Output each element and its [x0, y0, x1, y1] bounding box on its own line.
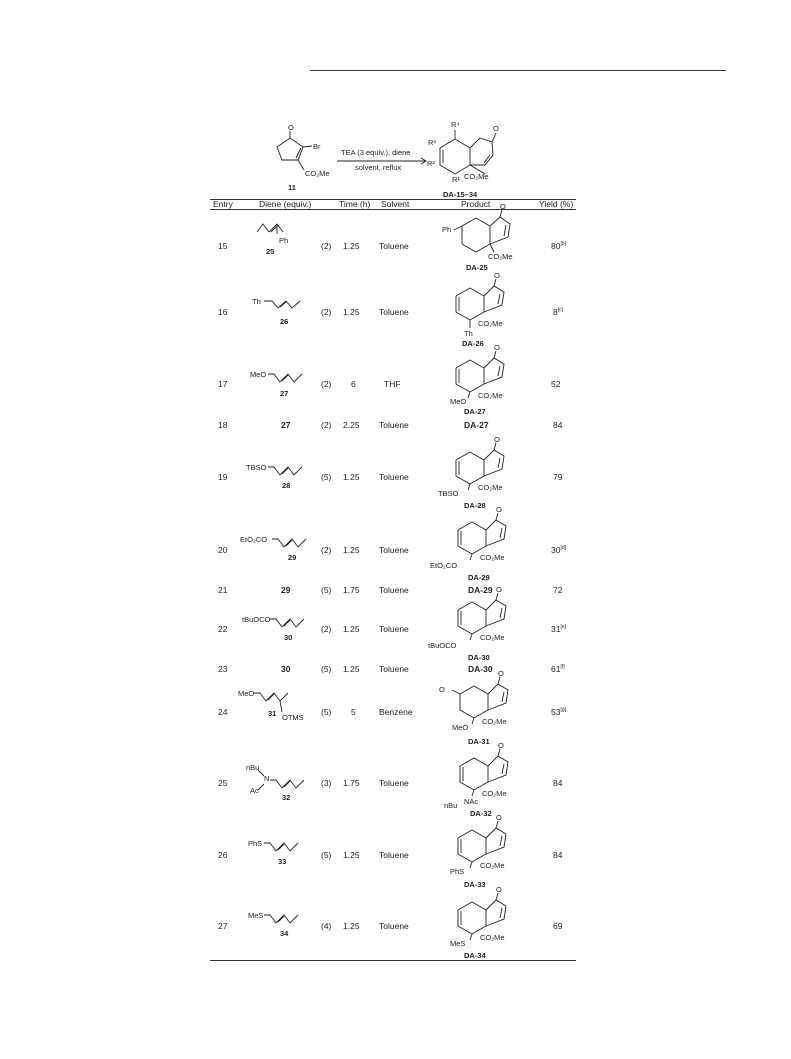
diene-structure [244, 460, 314, 500]
solvent-cell: Toluene [379, 921, 409, 931]
diene-label: 33 [278, 857, 287, 866]
reactant-br: Br [313, 142, 321, 151]
product-label: DA-28 [464, 501, 486, 510]
diene-structure [240, 612, 320, 652]
product-substituent: MeS [450, 939, 466, 948]
product-substituent-2: NAc [464, 797, 479, 806]
entry-cell: 15 [218, 241, 228, 251]
header-solvent: Solvent [381, 199, 410, 209]
time-cell: 1.25 [343, 545, 360, 555]
entry-cell: 20 [218, 545, 228, 555]
diene-structure [248, 366, 318, 406]
solvent-cell: Toluene [379, 545, 409, 555]
equiv-cell: (3) [321, 778, 332, 788]
equiv-cell: (5) [321, 850, 332, 860]
product-oxo: O [494, 271, 500, 280]
product-ester: CO₂Me [478, 391, 503, 400]
diene-nitrogen: N [264, 774, 270, 783]
product-label: DA-34 [464, 951, 486, 960]
product-ester: CO₂Me [488, 252, 513, 261]
product-oxo: O [493, 124, 499, 133]
entry-cell: 22 [218, 624, 228, 634]
yield-cell: 31[e] [551, 624, 567, 634]
product-r3: R³ [428, 138, 436, 147]
product-label: DA-27 [464, 407, 486, 416]
product-label: DA-32 [470, 809, 492, 818]
yield-cell: 84 [553, 420, 563, 430]
product-label: DA-27 [464, 420, 489, 430]
equiv-cell: (2) [321, 624, 332, 634]
time-cell: 1.25 [343, 921, 360, 931]
diene-label: 29 [281, 585, 291, 595]
diene-substituent: Th [252, 297, 261, 306]
product-oxo: O [494, 435, 500, 444]
diene-label: 31 [268, 709, 277, 718]
diene-substituent-2: Ac [250, 786, 259, 795]
equiv-cell: (2) [321, 379, 332, 389]
diene-substituent: tBuOCO [242, 615, 271, 624]
diene-structure [246, 836, 316, 876]
conditions-line2: solvent, reflux [355, 163, 402, 172]
product-ester: CO₂Me [478, 483, 503, 492]
product-oxo: O [496, 585, 502, 594]
product-ester: CO₂Me [480, 933, 505, 942]
diene-label: 30 [284, 633, 293, 642]
equiv-cell: (2) [321, 241, 332, 251]
product-label: DA-33 [464, 880, 486, 889]
product-label: DA-29 [468, 585, 493, 595]
product-oxo: O [496, 813, 502, 822]
entry-cell: 23 [218, 664, 228, 674]
entry-cell: 16 [218, 307, 228, 317]
entry-cell: 27 [218, 921, 228, 931]
header-product: Product [461, 199, 491, 209]
yield-cell: 72 [553, 585, 563, 595]
equiv-cell: (5) [321, 664, 332, 674]
product-structure [444, 271, 534, 348]
diene-structure [246, 908, 316, 948]
time-cell: 1.25 [343, 850, 360, 860]
diene-structure [238, 532, 318, 572]
diene-substituent-2: OTMS [282, 713, 304, 722]
product-substituent: PhS [450, 867, 465, 876]
equiv-cell: (4) [321, 921, 332, 931]
header-entry: Entry [213, 199, 233, 209]
time-cell: 1.25 [343, 664, 360, 674]
product-label: DA-30 [468, 653, 490, 662]
equiv-cell: (5) [321, 472, 332, 482]
entry-cell: 21 [218, 585, 228, 595]
diene-label: 28 [282, 481, 291, 490]
time-cell: 1.75 [343, 585, 360, 595]
diene-label: 30 [281, 664, 291, 674]
diene-substituent: PhS [248, 839, 263, 848]
product-ester: CO₂Me [464, 172, 489, 181]
header-yield: Yield (%) [539, 199, 574, 209]
yield-cell: 52 [551, 379, 561, 389]
product-oxo: O [498, 741, 504, 750]
diene-substituent: nBu [246, 763, 260, 772]
diene-substituent: MeO [250, 370, 267, 379]
time-cell: 6 [351, 379, 356, 389]
time-cell: 1.25 [343, 241, 360, 251]
diene-substituent: MeO [238, 689, 255, 698]
entry-cell: 18 [218, 420, 228, 430]
diene-label: 25 [266, 247, 275, 256]
product-label: DA-26 [462, 339, 484, 348]
entry-cell: 24 [218, 707, 228, 717]
product-ester: CO₂Me [482, 789, 507, 798]
product-substituent: nBu [444, 801, 458, 810]
time-cell: 1.75 [343, 778, 360, 788]
solvent-cell: Toluene [379, 850, 409, 860]
yield-cell: 53[g] [551, 707, 567, 717]
diene-label: 27 [281, 420, 291, 430]
product-substituent: EtO₂CO [430, 561, 458, 570]
solvent-cell: Benzene [379, 707, 413, 717]
product-r2: R² [427, 159, 435, 168]
product-ester: CO₂Me [480, 861, 505, 870]
product-substituent: tBuOCO [428, 641, 457, 650]
product-structure [446, 885, 546, 961]
solvent-cell: Toluene [379, 664, 409, 674]
entry-cell: 26 [218, 850, 228, 860]
solvent-cell: Toluene [379, 778, 409, 788]
entry-cell: 25 [218, 778, 228, 788]
product-structure [427, 120, 499, 199]
diene-substituent: EtO₂CO [240, 535, 268, 544]
product-substituent: MeO [450, 397, 467, 406]
product-r1: R¹ [452, 175, 460, 184]
product-label: DA-29 [468, 573, 490, 582]
product-label: DA-25 [466, 263, 488, 272]
reactant-oxo: O [288, 123, 294, 132]
yield-cell: 69 [553, 921, 563, 931]
yield-cell: 79 [553, 472, 563, 482]
header-diene: Diene (equiv.) [259, 199, 312, 209]
time-cell: 1.25 [343, 624, 360, 634]
product-oxo: O [498, 669, 504, 678]
yield-cell: 84 [553, 850, 563, 860]
reaction-scheme [0, 0, 791, 200]
solvent-cell: Toluene [379, 241, 409, 251]
header-time: Time (h) [339, 199, 371, 209]
solvent-cell: Toluene [379, 307, 409, 317]
diene-label: 32 [282, 793, 291, 802]
equiv-cell: (2) [321, 420, 332, 430]
diene-structure [244, 760, 324, 805]
reactant-structure [277, 123, 330, 192]
product-label: DA-31 [468, 737, 490, 746]
entry-cell: 17 [218, 379, 228, 389]
time-cell: 1.25 [343, 472, 360, 482]
product-oxo-2: O [439, 685, 445, 694]
solvent-cell: Toluene [379, 420, 409, 430]
equiv-cell: (2) [321, 545, 332, 555]
diene-substituent: MeS [248, 911, 264, 920]
reactant-ester: CO₂Me [305, 169, 330, 178]
diene-label: 34 [280, 929, 289, 938]
diene-label: 26 [280, 317, 289, 326]
solvent-cell: Toluene [379, 585, 409, 595]
product-ester: CO₂Me [480, 553, 505, 562]
product-substituent: MeO [452, 723, 469, 732]
product-oxo: O [500, 202, 506, 211]
yield-cell: 84 [553, 778, 563, 788]
product-structure [436, 435, 536, 511]
product-oxo: O [494, 343, 500, 352]
diene-label: 29 [288, 553, 297, 562]
diene-structure [236, 686, 326, 736]
yield-cell: 8[c] [553, 307, 564, 317]
table-header-rule [210, 209, 576, 210]
reactant-label: 11 [288, 183, 296, 192]
product-oxo: O [496, 885, 502, 894]
product-ester: CO₂Me [482, 717, 507, 726]
equiv-cell: (5) [321, 707, 332, 717]
solvent-cell: Toluene [379, 472, 409, 482]
diene-structure [255, 222, 315, 262]
product-oxo: O [496, 505, 502, 514]
diene-label: 27 [280, 389, 289, 398]
product-label: DA-15–34 [443, 190, 478, 199]
solvent-cell: Toluene [379, 624, 409, 634]
diene-structure [250, 294, 320, 334]
time-cell: 2.25 [343, 420, 360, 430]
product-r4: R⁴ [451, 120, 460, 129]
yield-cell: 61[f] [551, 664, 565, 674]
product-substituent: Th [464, 329, 473, 338]
product-substituent: TBSO [438, 489, 459, 498]
product-ester: CO₂Me [480, 633, 505, 642]
conditions-line1: TEA (3 equiv.), diene [341, 148, 411, 157]
product-label: DA-30 [468, 664, 493, 674]
equiv-cell: (5) [321, 585, 332, 595]
yield-cell: 80[b] [551, 241, 567, 251]
product-ester: CO₂Me [478, 319, 503, 328]
product-substituent: Ph [442, 225, 452, 234]
time-cell: 1.25 [343, 307, 360, 317]
diene-substituent: Ph [279, 236, 289, 245]
entry-cell: 19 [218, 472, 228, 482]
diene-substituent: TBSO [246, 463, 267, 472]
yield-cell: 30[d] [551, 545, 567, 555]
solvent-cell: THF [384, 379, 401, 389]
equiv-cell: (2) [321, 307, 332, 317]
time-cell: 5 [351, 707, 356, 717]
